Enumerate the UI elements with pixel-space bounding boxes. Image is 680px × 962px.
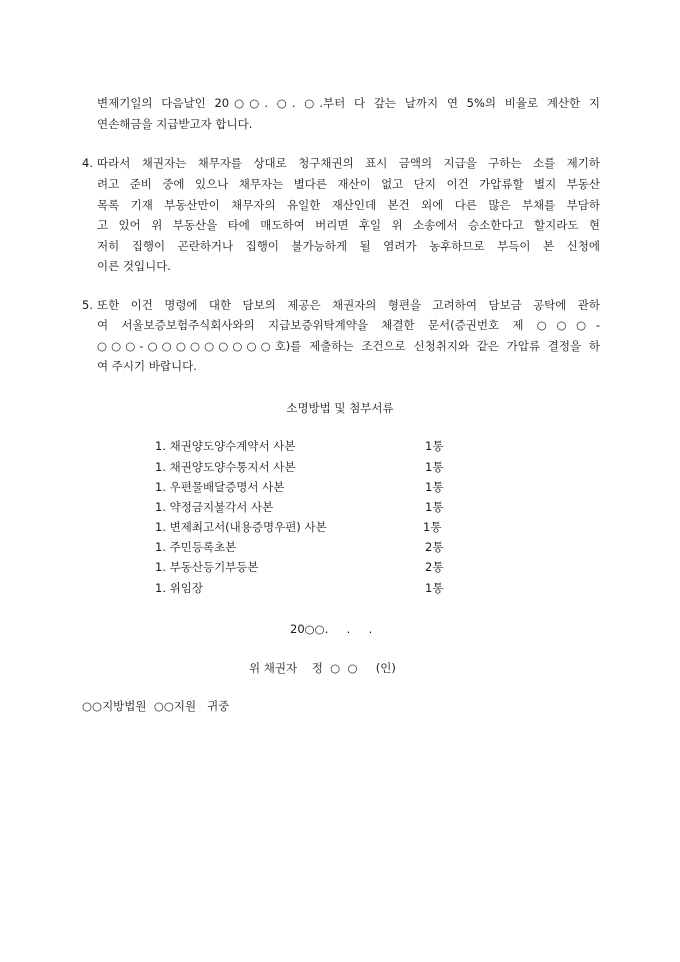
paragraph-4-line-6: 이른 것입니다. — [97, 259, 171, 273]
paragraph-5-line-1: 또한 이건 명령에 대한 담보의 제공은 채권자의 형편을 고려하여 담보금 공탁에 관하 — [97, 298, 600, 312]
paragraph-4-line-4: 고 있어 위 부동산을 타에 매도하여 버리면 후일 위 소송에서 승소한다고 할지라도 현 — [97, 218, 600, 232]
court-addressee: ○○지방법원 ○○지원 귀중 — [82, 699, 230, 713]
attachment-quantity: 2통 — [425, 540, 444, 554]
paragraph-5-line-4: 여 주시기 바랍니다. — [97, 359, 197, 373]
paragraph-5-line-2: 여 서울보증보험주식회사와의 지급보증위탁계약을 체결한 문서(증권번호 제 ○○○- — [97, 318, 600, 332]
attachment-quantity: 1통 — [425, 480, 444, 494]
paragraph-4-line-3: 목록 기재 부동산만이 채무자의 유일한 재산인데 본건 외에 다른 많은 부채를 부담하 — [97, 198, 600, 212]
attachment-label: 1. 부동산등기부등본 — [155, 560, 259, 574]
attachment-quantity: 1통 — [425, 500, 444, 514]
paragraph-3-line-1: 변제기일의 다음날인 20○○. ○. ○.부터 다 갚는 날까지 연 5%의 비율로 계산한 지 — [97, 96, 600, 110]
signature-line: 위 채권자 정 ○ ○ (인) — [249, 661, 396, 675]
paragraph-4-line-1: 따라서 채권자는 채무자를 상대로 청구채권의 표시 금액의 지급을 구하는 소를 제기하 — [97, 156, 600, 170]
attachments-heading: 소명방법 및 첨부서류 — [286, 401, 394, 415]
attachment-quantity: 1통 — [425, 460, 444, 474]
attachment-label: 1. 변제최고서(내용증명우편) 사본 — [155, 520, 327, 534]
paragraph-5-line-3: ○○○-○○○○○○○○○호)를 제출하는 조건으로 신청취지와 같은 가압류 결정을 하 — [97, 339, 600, 353]
attachment-quantity: 1통 — [425, 439, 444, 453]
attachment-label: 1. 우편물배달증명서 사본 — [155, 480, 285, 494]
paragraph-4-line-2: 려고 준비 중에 있으나 채무자는 별다른 재산이 없고 단지 이건 가압류할 별지 부동산 — [97, 177, 600, 191]
attachment-label: 1. 채권양도양수통지서 사본 — [155, 460, 296, 474]
paragraph-5-number: 5. — [82, 298, 93, 312]
attachment-quantity: 1통 — [423, 520, 442, 534]
paragraph-4-number: 4. — [82, 156, 93, 170]
attachment-quantity: 1통 — [425, 581, 444, 595]
attachment-label: 1. 약정금지불각서 사본 — [155, 500, 274, 514]
paragraph-4-line-5: 저히 집행이 곤란하거나 집행이 불가능하게 될 염려가 농후하므로 부득이 본 신청에 — [97, 239, 600, 253]
date-line: 20○○. . . — [290, 622, 373, 636]
attachment-quantity: 2통 — [425, 560, 444, 574]
attachment-label: 1. 주민등록초본 — [155, 540, 237, 554]
paragraph-3-line-2: 연손해금을 지급받고자 합니다. — [97, 117, 253, 131]
attachment-label: 1. 위임장 — [155, 581, 203, 595]
attachment-label: 1. 채권양도양수계약서 사본 — [155, 439, 296, 453]
